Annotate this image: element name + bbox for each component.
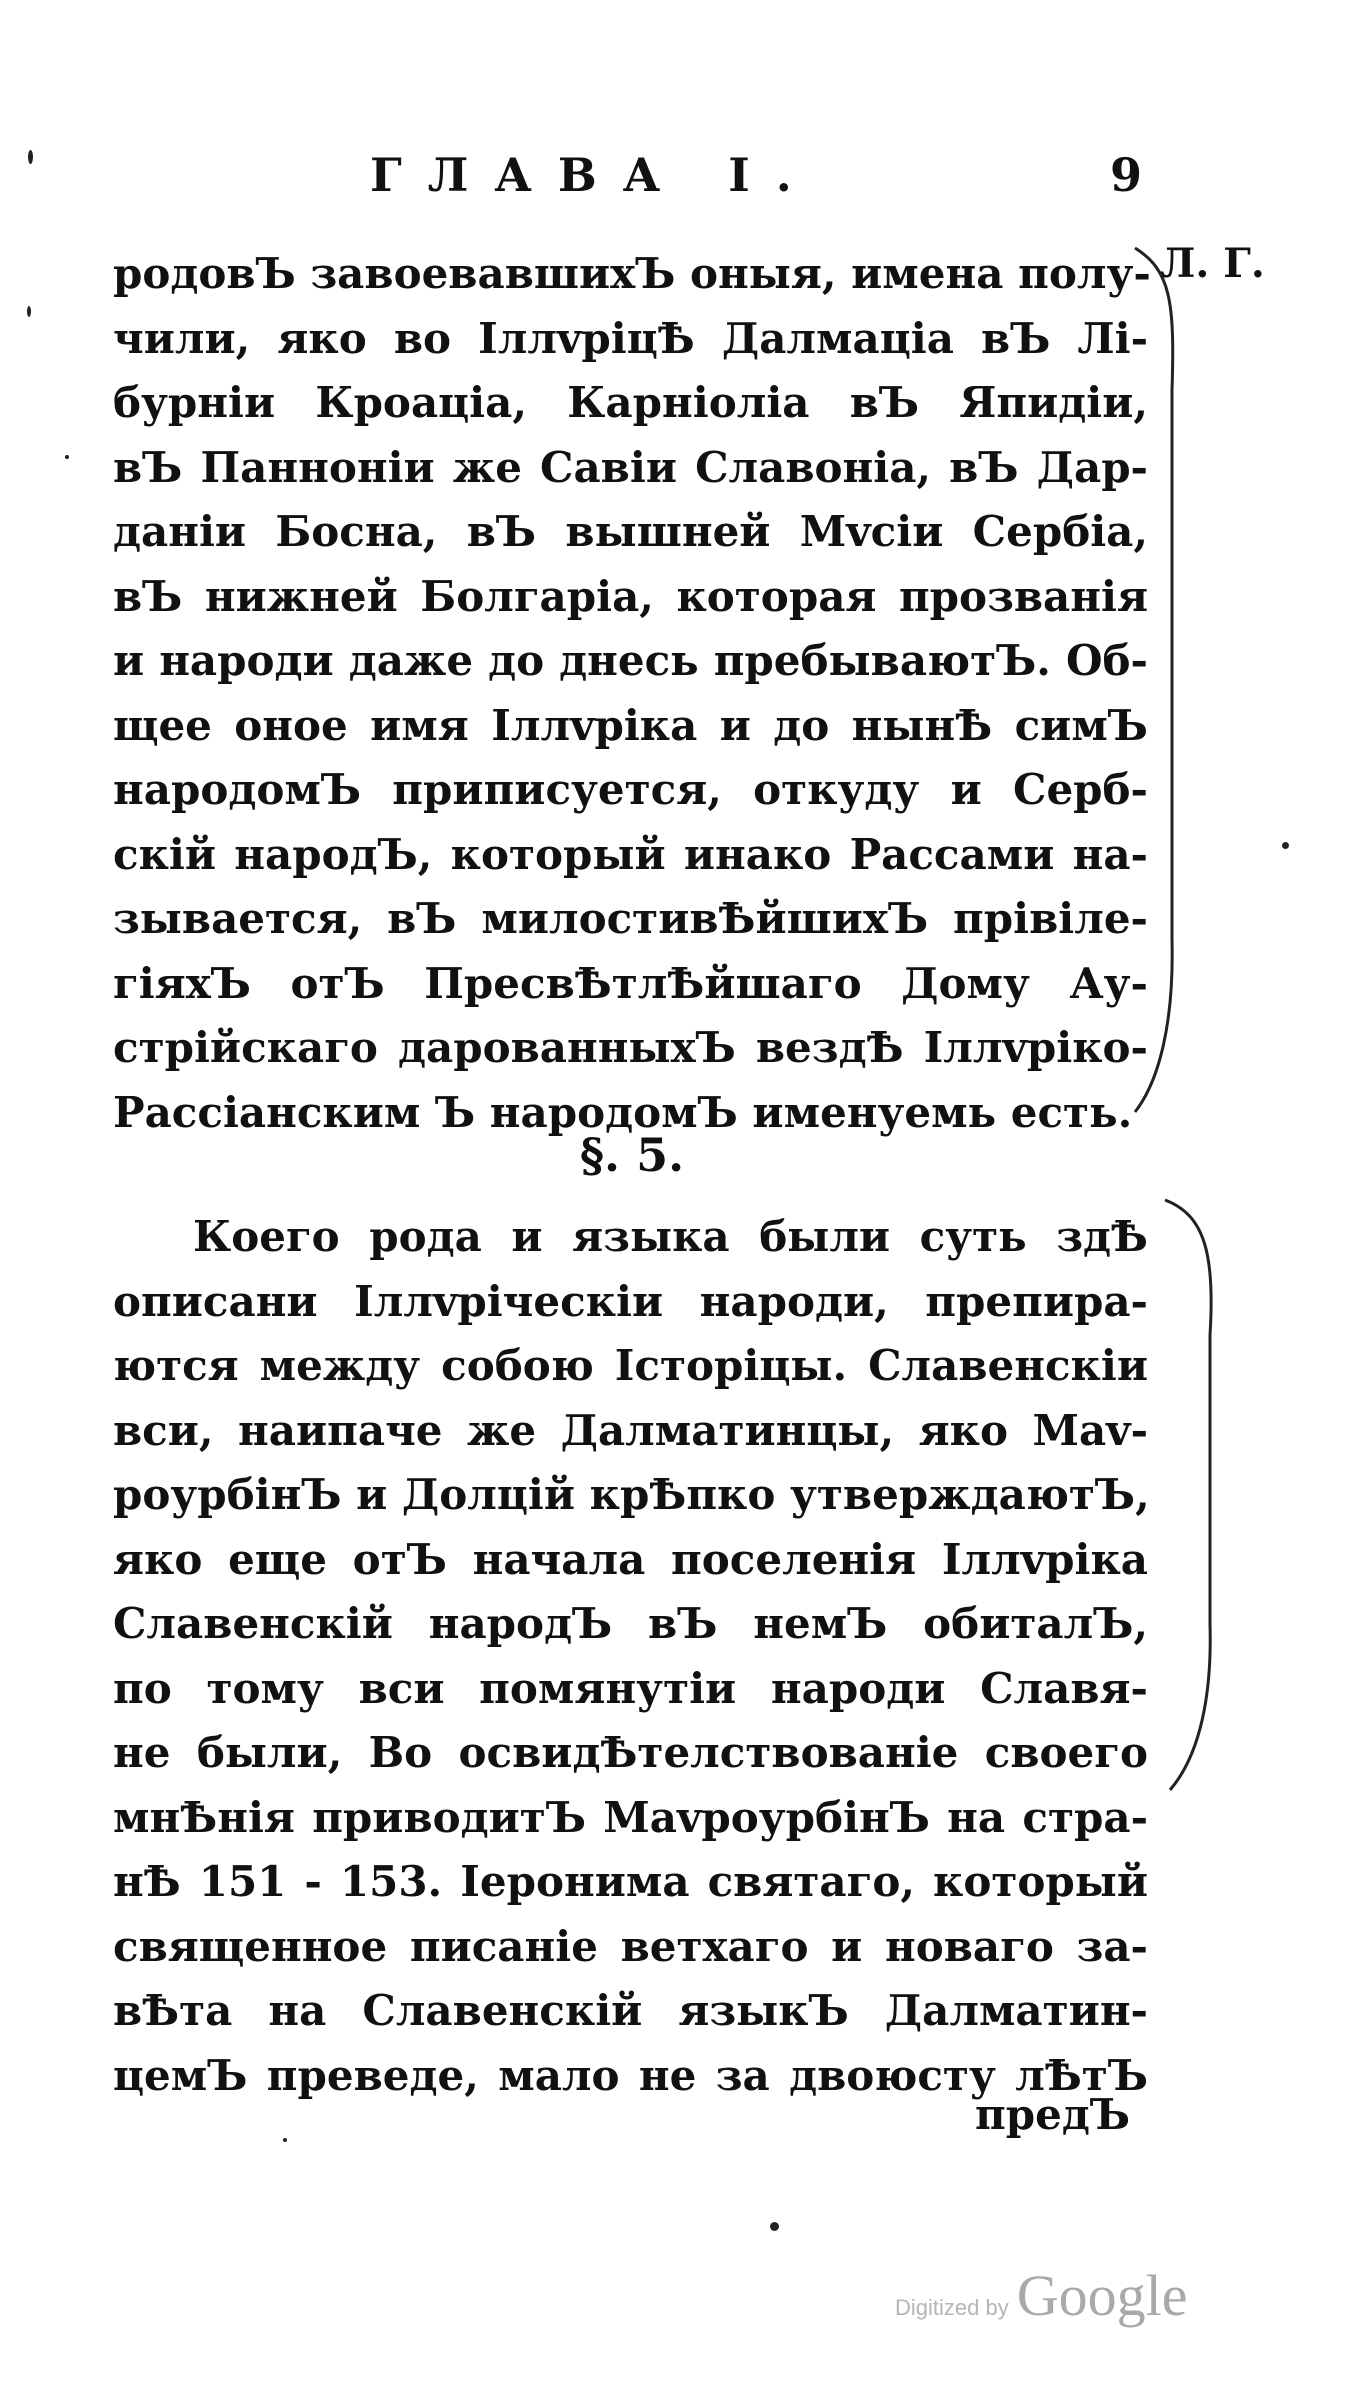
text-line: даніи Босна, вЪ вышней Мvсіи Сербіа, (113, 507, 1148, 556)
text-line: Коего рода и языка были суть здѢ (193, 1212, 1148, 1261)
text-line: гіяхЪ отЪ ПресвѢтлѢйшаго Дому Ау- (113, 958, 1148, 1008)
text-line: Рассіанским Ъ народомЪ именуемь есть. (113, 1087, 1133, 1137)
text-line: скій народЪ, который инако Рассами на- (113, 829, 1148, 879)
digitized-watermark (895, 2262, 1187, 2329)
margin-bracket-upper (1130, 240, 1210, 1120)
text-line: родовЪ завоевавшихЪ оныя, имена полу- (113, 249, 1151, 298)
text-line: цемЪ преведе, мало не за двоюсту лѢтЪ (113, 2050, 1148, 2100)
margin-bracket-lower (1160, 1195, 1240, 1795)
text-line: мнѢнія приводитЪ МаvроурбінЪ на стра- (113, 1792, 1148, 1842)
catchword: предЪ (975, 2090, 1130, 2139)
ink-speck (770, 2222, 779, 2231)
text-line: описани Іллvріческіи народи, препира- (113, 1276, 1148, 1326)
page-number: 9 (1110, 148, 1143, 202)
ink-speck (65, 455, 69, 459)
text-line: ются между собою Історіцы. Славенскіи (113, 1341, 1148, 1390)
text-line: и народи даже до днесь пребываютЪ. Об- (113, 636, 1148, 685)
text-line: вѢта на Славенскій языкЪ Далматин- (113, 1986, 1148, 2035)
ink-speck (1282, 842, 1289, 849)
text-line: щее оное имя Іллvріка и до нынѢ симЪ (113, 700, 1148, 750)
text-line: священное писаніе ветхаго и новаго за- (113, 1921, 1148, 1971)
text-line: чили, яко во ІллvріцѢ Далмаціа вЪ Лі- (113, 313, 1148, 363)
ink-speck (28, 150, 33, 164)
running-head: ГЛАВА I. (370, 148, 818, 202)
paragraph-2 (113, 1205, 1148, 2108)
text-line: не были, Во освидѢтелствованіе своего (113, 1728, 1148, 1777)
text-line: вЪ нижней Болгаріа, которая прозванія (113, 571, 1148, 621)
paragraph-1 (113, 242, 1151, 1145)
text-line: вси, наипаче же Далматинцы, яко Маv- (113, 1405, 1148, 1455)
text-line: Славенскій народЪ вЪ немЪ обиталЪ, (113, 1599, 1148, 1648)
google-logo: Google (1016, 2263, 1188, 2328)
text-line: зывается, вЪ милостивѢйшихЪ прівіле- (113, 894, 1148, 943)
margin-note: Л. Г. (1160, 240, 1265, 287)
ink-speck (27, 306, 31, 317)
text-line: вЪ Панноніи же Савіи Славоніа, вЪ Дар- (113, 442, 1148, 492)
text-line: нѢ 151 - 153. Іеронима святаго, который (113, 1857, 1148, 1906)
text-line: по тому вси помянутіи народи Славя- (113, 1663, 1148, 1713)
watermark-prefix: Digitized by (895, 2295, 1009, 2320)
text-line: стрійскаго дарованныхЪ вездѢ Іллvріко- (113, 1023, 1148, 1072)
text-line: яко еще отЪ начала поселенія Іллvріка (113, 1534, 1148, 1584)
ink-speck (283, 2138, 287, 2142)
text-line: бурніи Кроаціа, Карніоліа вЪ Япидіи, (113, 378, 1148, 427)
text-line: роурбінЪ и Долцій крѢпко утверждаютЪ, (113, 1470, 1150, 1519)
section-heading: §. 5. (580, 1128, 685, 1182)
text-line: народомЪ приписуется, откуду и Серб- (113, 765, 1148, 814)
